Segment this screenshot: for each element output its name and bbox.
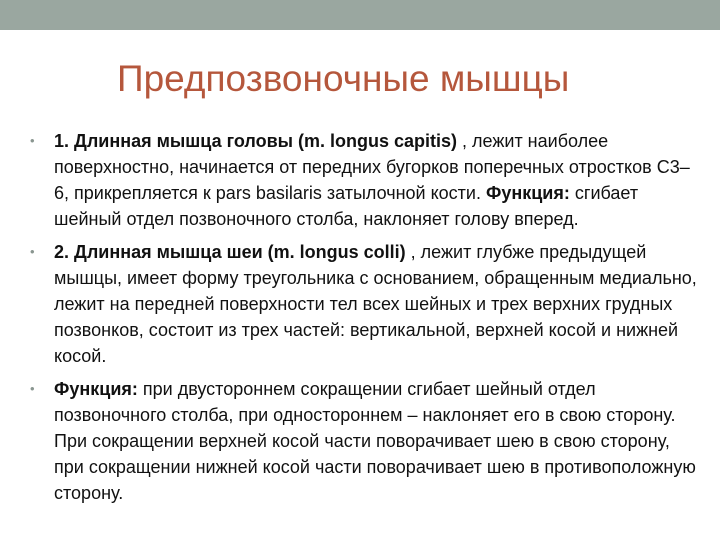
function-label: Функция: — [54, 379, 138, 399]
description-text: , лежит наиболее поверхностно, начинается от передних бугорков поперечных отростков С3–6, прикрепляется к pars basilaris затылочной кости. — [54, 131, 690, 203]
top-decorative-bar — [0, 0, 720, 30]
function-text: сгибает шейный отдел позвоночного столба, наклоняет голову вперед. — [54, 183, 639, 229]
description-text: , лежит глубже предыдущей мышцы, имеет форму треугольника с основанием, обращенным медиально, лежит на передней поверхности тел всех шейных и трех верхних грудных позвонков, состоит из трех частей: вертикальной, верхней косой и нижней косой. — [54, 242, 697, 366]
function-label: Функция: — [485, 183, 570, 203]
muscle-name: 1. Длинная мышца головы (m. longus capitis) — [54, 131, 458, 151]
bullet-list — [30, 128, 702, 513]
slide-title: Предпозвоночные мышцы — [117, 58, 570, 99]
list-item — [30, 239, 702, 369]
list-item — [30, 376, 702, 506]
muscle-name: 2. Длинная мышца шеи (m. longus colli) — [54, 242, 406, 262]
bullet-icon: • — [30, 244, 35, 259]
bullet-icon: • — [30, 133, 35, 148]
list-item — [30, 128, 702, 232]
bullet-icon: • — [30, 381, 35, 396]
function-text: при двустороннем сокращении сгибает шейный отдел позвоночного столба, при одностороннем – наклоняет его в свою сторону. При сокращении верхней косой части поворачивает шею в свою сторону, при сокращении нижней косой части поворачивает шею в противоположную сторону. — [54, 379, 696, 503]
